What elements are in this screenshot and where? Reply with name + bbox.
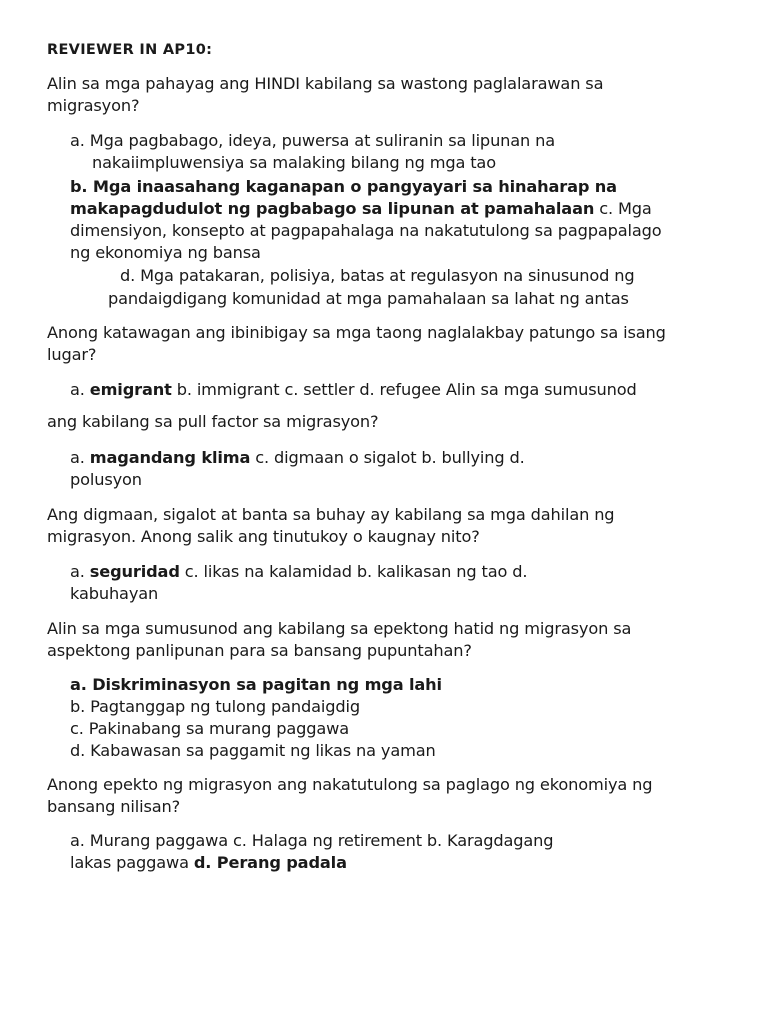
q1-question-line-1: Alin sa mga pahayag ang HINDI kabilang sa wastong paglalarawan sa [47,74,604,93]
q1-option-c-line-3: ng ekonomiya ng bansa [70,243,261,262]
q5-option-b: b. Pagtanggap ng tulong pandaigdig [70,697,360,716]
q4-options-line-2: kabuhayan [70,584,159,603]
q4-question-line-2: migrasyon. Anong salik ang tinutukoy o kaugnay nito? [47,527,480,546]
q1-option-b-bold-text: makapagdudulot ng pagbabago sa lipunan at pamahalaan [70,199,595,218]
q2-answer-bold: emigrant [89,380,172,399]
q4-option-a-prefix: a. [70,562,90,581]
q6-answer-bold: d. Perang padala [193,853,347,872]
q5-option-a-answer: a. Diskriminasyon sa pagitan ng mga lahi [70,675,442,694]
q1-option-c-line-2: dimensiyon, konsepto at pagpapahalaga na nakatutulong sa pagpapalago [70,221,662,240]
q5-question-line-2: aspektong panlipunan para sa bansang pupuntahan? [47,641,472,660]
q3-question-line: ang kabilang sa pull factor sa migrasyon? [47,412,379,431]
q6-options-line-1: a. Murang paggawa c. Halaga ng retirement b. Karagdagang [70,831,554,850]
q3-options-line [70,447,525,469]
q3-option-a-prefix: a. [70,448,90,467]
q5-question-line-1: Alin sa mga sumusunod ang kabilang sa epektong hatid ng migrasyon sa [47,619,632,638]
q5-option-d: d. Kabawasan sa paggamit ng likas na yaman [70,741,436,760]
q3-options-rest: c. digmaan o sigalot b. bullying d. [250,448,525,467]
q2-options-rest: b. immigrant c. settler d. refugee Alin sa mga sumusunod [171,380,637,399]
q1-option-b-line-1: b. Mga inaasahang kaganapan o pangyayari sa hinaharap na [70,177,617,196]
q5-option-c: c. Pakinabang sa murang paggawa [70,719,350,738]
q2-options-line [70,379,637,401]
q4-answer-bold: seguridad [89,562,180,581]
q1-option-d-line-1: d. Mga patakaran, polisiya, batas at regulasyon na sinusunod ng [120,266,635,285]
document-title: REVIEWER IN AP10: [47,42,213,58]
q6-question-line-1: Anong epekto ng migrasyon ang nakatutulong sa paglago ng ekonomiya ng [47,775,653,794]
q2-option-a-prefix: a. [70,380,90,399]
q1-option-b-line-2 [70,198,652,220]
q4-question-line-1: Ang digmaan, sigalot at banta sa buhay ay kabilang sa mga dahilan ng [47,505,615,524]
q1-option-a-line-2: nakaiimpluwensiya sa malaking bilang ng mga tao [92,153,496,172]
q4-options-rest: c. likas na kalamidad b. kalikasan ng tao d. [179,562,528,581]
q2-question-line-2: lugar? [47,345,97,364]
q4-options-line [70,561,527,583]
q6-options-line-2 [70,852,347,874]
q6-question-line-2: bansang nilisan? [47,797,181,816]
q1-option-d-line-2: pandaigdigang komunidad at mga pamahalaan sa lahat ng antas [108,289,629,308]
q6-options-line-2-text: lakas paggawa [70,853,194,872]
q2-question-line-1: Anong katawagan ang ibinibigay sa mga taong naglalakbay patungo sa isang [47,323,666,342]
q1-option-a-line-1: a. Mga pagbabago, ideya, puwersa at suliranin sa lipunan na [70,131,556,150]
q3-options-line-2: polusyon [70,470,142,489]
q1-option-c-start: c. Mga [594,199,652,218]
q1-question-line-2: migrasyon? [47,96,140,115]
q3-answer-bold: magandang klima [89,448,251,467]
